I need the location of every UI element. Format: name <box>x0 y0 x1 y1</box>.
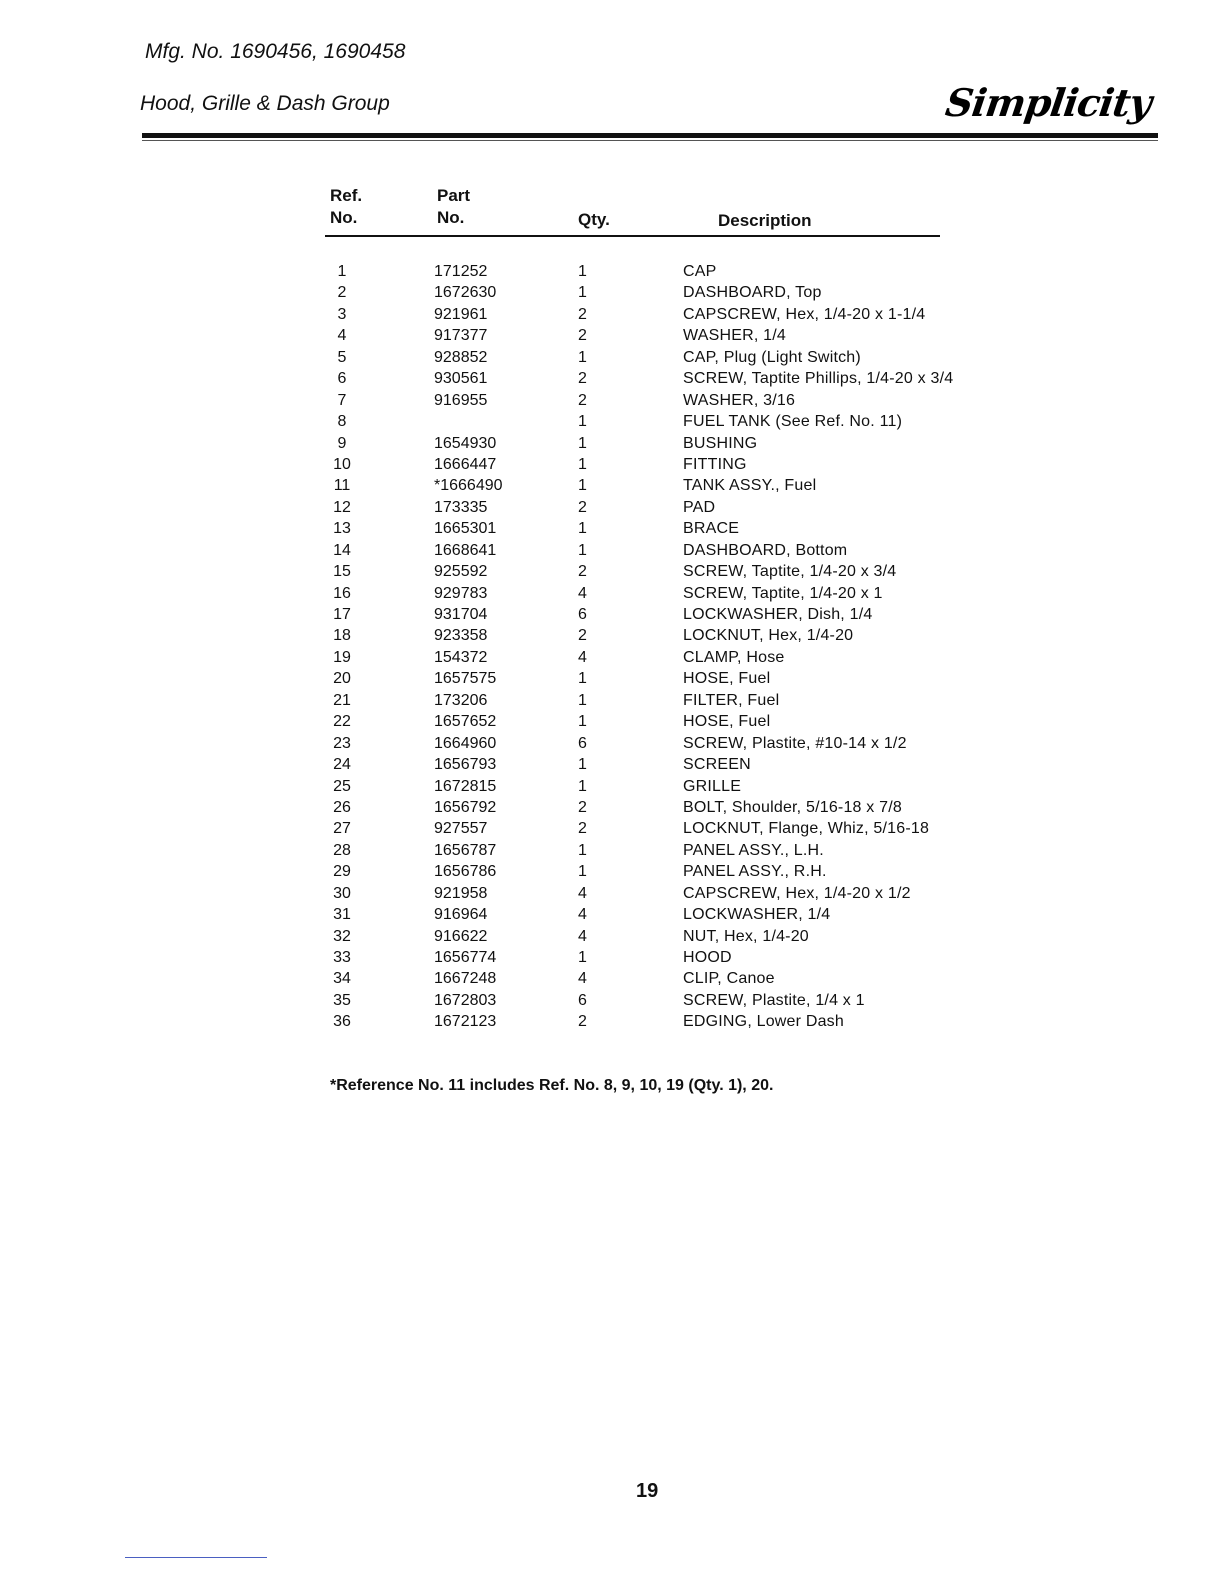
description-header: Description <box>718 211 812 230</box>
description-cell: CAPSCREW, Hex, 1/4-20 x 1/2 <box>683 884 911 902</box>
part-number-cell: 1667248 <box>434 970 497 988</box>
part-number-cell: 931704 <box>434 606 488 623</box>
description-cell: CAP, Plug (Light Switch) <box>683 348 861 366</box>
ref-cell: 1 <box>337 263 347 280</box>
ref-cell: 24 <box>333 756 351 774</box>
ref-cell: 23 <box>333 734 351 752</box>
part-number-cell: 916955 <box>434 391 488 409</box>
qty-cell: 4 <box>578 927 587 945</box>
description-cell: WASHER, 1/4 <box>683 327 786 345</box>
description-cell: GRILLE <box>683 777 742 795</box>
qty-cell: 1 <box>578 477 587 495</box>
part-number-cell: 1666447 <box>434 455 497 473</box>
qty-cell: 1 <box>578 670 587 688</box>
part-number-cell: 921961 <box>434 305 488 323</box>
part-number-cell: 930561 <box>434 370 488 388</box>
description-cell: EDGING, Lower Dash <box>683 1013 844 1031</box>
qty-cell: 1 <box>578 434 587 452</box>
description-cell: CLIP, Canoe <box>683 970 775 988</box>
header-rule-thin <box>142 140 1158 141</box>
qty-cell: 1 <box>578 541 587 559</box>
ref-cell: 26 <box>333 798 351 816</box>
part-number-cell: 1656774 <box>434 949 497 966</box>
qty-cell: 6 <box>578 991 587 1009</box>
qty-cell: 1 <box>578 756 587 774</box>
description-cell: CAPSCREW, Hex, 1/4-20 x 1-1/4 <box>683 305 926 323</box>
qty-cell: 1 <box>578 777 587 795</box>
description-cell: SCREW, Taptite, 1/4-20 x 3/4 <box>683 563 897 581</box>
qty-cell: 2 <box>578 391 587 409</box>
qty-cell: 2 <box>578 627 587 645</box>
simplicity-logo: Simplicity <box>942 80 1154 125</box>
ref-cell: 28 <box>333 841 351 859</box>
description-cell: LOCKWASHER, Dish, 1/4 <box>683 606 873 623</box>
part-number-cell: 916622 <box>434 927 488 945</box>
ref-cell: 9 <box>337 434 347 452</box>
part-number-cell: 1656786 <box>434 863 497 881</box>
part-number-cell: 1665301 <box>434 520 497 538</box>
description-cell: HOSE, Fuel <box>683 713 771 731</box>
qty-cell: 6 <box>578 606 587 623</box>
qty-cell: 2 <box>578 327 587 345</box>
part-number-cell: 1668641 <box>434 541 497 559</box>
part-number-cell: 1656787 <box>434 841 497 859</box>
part-number-cell: 929783 <box>434 584 488 602</box>
ref-cell: 8 <box>337 413 347 431</box>
ref-cell: 31 <box>333 906 351 924</box>
part-number-cell: 921958 <box>434 884 488 902</box>
description-cell: HOOD <box>683 949 732 966</box>
qty-cell: 1 <box>578 348 587 366</box>
ref-cell: 13 <box>333 520 351 538</box>
table-header-rule <box>325 235 940 237</box>
qty-cell: 4 <box>578 884 587 902</box>
qty-cell: 1 <box>578 691 587 709</box>
qty-cell: 4 <box>578 584 587 602</box>
qty-cell: 1 <box>578 713 587 731</box>
qty-cell: 6 <box>578 734 587 752</box>
part-number-cell: 1656792 <box>434 798 497 816</box>
description-cell: CAP <box>683 263 717 280</box>
description-cell: PAD <box>683 498 716 516</box>
description-cell: SCREW, Plastite, 1/4 x 1 <box>683 991 865 1009</box>
description-cell: SCREW, Plastite, #10-14 x 1/2 <box>683 734 907 752</box>
ref-cell: 7 <box>337 391 347 409</box>
ref-cell: 27 <box>333 820 351 838</box>
part-header-line2: No. <box>437 208 465 227</box>
description-cell: LOCKNUT, Flange, Whiz, 5/16-18 <box>683 820 930 838</box>
description-cell: FITTING <box>683 455 747 473</box>
qty-cell: 1 <box>578 284 587 302</box>
part-number-cell: 171252 <box>434 263 488 280</box>
description-cell: HOSE, Fuel <box>683 670 771 688</box>
ref-cell: 15 <box>333 563 351 581</box>
qty-cell: 2 <box>578 1013 587 1031</box>
part-number-cell: 173335 <box>434 498 488 516</box>
qty-cell: 1 <box>578 863 587 881</box>
qty-cell: 2 <box>578 820 587 838</box>
ref-cell: 22 <box>333 713 351 731</box>
part-number-cell: 154372 <box>434 648 488 666</box>
bottom-link-line <box>125 1557 267 1558</box>
qty-cell: 2 <box>578 305 587 323</box>
ref-cell: 4 <box>337 327 347 345</box>
part-number-cell: 1672803 <box>434 991 497 1009</box>
ref-cell: 33 <box>333 949 351 966</box>
section-title: Hood, Grille & Dash Group <box>140 92 390 115</box>
part-number-cell: 1656793 <box>434 756 497 774</box>
ref-cell: 12 <box>333 498 351 516</box>
part-number-cell: 928852 <box>434 348 488 366</box>
qty-cell: 2 <box>578 798 587 816</box>
part-number-cell: 1664960 <box>434 734 497 752</box>
qty-header: Qty. <box>578 210 610 229</box>
qty-cell: 2 <box>578 498 587 516</box>
part-number-cell: 1672630 <box>434 284 497 302</box>
description-cell: PANEL ASSY., R.H. <box>683 863 827 881</box>
description-cell: FUEL TANK (See Ref. No. 11) <box>683 413 903 431</box>
description-cell: NUT, Hex, 1/4-20 <box>683 927 809 945</box>
qty-cell: 1 <box>578 841 587 859</box>
ref-cell: 34 <box>333 970 351 988</box>
description-cell: TANK ASSY., Fuel <box>683 477 817 495</box>
qty-cell: 4 <box>578 906 587 924</box>
manufacturer-numbers: Mfg. No. 1690456, 1690458 <box>145 40 406 63</box>
ref-cell: 2 <box>337 284 347 302</box>
ref-cell: 30 <box>333 884 351 902</box>
qty-cell: 2 <box>578 370 587 388</box>
ref-header-line1: Ref. <box>330 186 363 205</box>
part-number-cell: 927557 <box>434 820 488 838</box>
qty-cell: 1 <box>578 455 587 473</box>
qty-cell: 1 <box>578 520 587 538</box>
part-number-cell: 1654930 <box>434 434 497 452</box>
ref-cell: 29 <box>333 863 351 881</box>
ref-cell: 17 <box>333 606 351 623</box>
description-cell: PANEL ASSY., L.H. <box>683 841 824 859</box>
description-cell: LOCKNUT, Hex, 1/4-20 <box>683 627 854 645</box>
ref-cell: 25 <box>333 777 351 795</box>
description-cell: SCREW, Taptite Phillips, 1/4-20 x 3/4 <box>683 370 954 388</box>
ref-cell: 11 <box>333 477 351 495</box>
description-cell: LOCKWASHER, 1/4 <box>683 906 831 924</box>
ref-cell: 5 <box>337 348 347 366</box>
ref-header-line2: No. <box>330 208 358 227</box>
description-cell: DASHBOARD, Bottom <box>683 541 848 559</box>
page-number: 19 <box>636 1480 659 1502</box>
ref-cell: 14 <box>333 541 351 559</box>
description-cell: CLAMP, Hose <box>683 648 785 666</box>
description-cell: BOLT, Shoulder, 5/16-18 x 7/8 <box>683 798 902 816</box>
part-number-cell: 916964 <box>434 906 488 924</box>
qty-cell: 1 <box>578 263 587 280</box>
part-number-cell: *1666490 <box>434 477 503 495</box>
ref-cell: 10 <box>333 455 351 473</box>
ref-cell: 19 <box>333 648 351 666</box>
ref-cell: 3 <box>337 305 347 323</box>
part-number-cell: 1657652 <box>434 713 497 731</box>
ref-cell: 6 <box>337 370 347 388</box>
ref-cell: 36 <box>333 1013 351 1031</box>
description-cell: SCREW, Taptite, 1/4-20 x 1 <box>683 584 883 602</box>
part-header-line1: Part <box>437 186 471 205</box>
description-cell: BUSHING <box>683 434 758 452</box>
part-number-cell: 173206 <box>434 691 488 709</box>
description-cell: BRACE <box>683 520 740 538</box>
qty-cell: 1 <box>578 413 587 431</box>
part-number-cell: 925592 <box>434 563 488 581</box>
footnote: *Reference No. 11 includes Ref. No. 8, 9, 10, 19 (Qty. 1), 20. <box>330 1077 774 1094</box>
description-cell: FILTER, Fuel <box>683 691 780 709</box>
ref-cell: 35 <box>333 991 351 1009</box>
part-number-cell: 1672815 <box>434 777 497 795</box>
header-rule <box>142 133 1158 138</box>
description-cell: SCREEN <box>683 756 751 774</box>
part-number-cell: 1672123 <box>434 1013 497 1031</box>
ref-cell: 18 <box>333 627 351 645</box>
part-number-cell: 1657575 <box>434 670 497 688</box>
qty-cell: 4 <box>578 970 587 988</box>
description-cell: DASHBOARD, Top <box>683 284 822 302</box>
qty-cell: 4 <box>578 648 587 666</box>
ref-cell: 21 <box>333 691 351 709</box>
ref-cell: 20 <box>333 670 351 688</box>
description-cell: WASHER, 3/16 <box>683 391 796 409</box>
part-number-cell: 917377 <box>434 327 488 345</box>
part-number-cell: 923358 <box>434 627 488 645</box>
qty-cell: 2 <box>578 563 587 581</box>
ref-cell: 32 <box>333 927 351 945</box>
ref-cell: 16 <box>333 584 351 602</box>
qty-cell: 1 <box>578 949 587 966</box>
